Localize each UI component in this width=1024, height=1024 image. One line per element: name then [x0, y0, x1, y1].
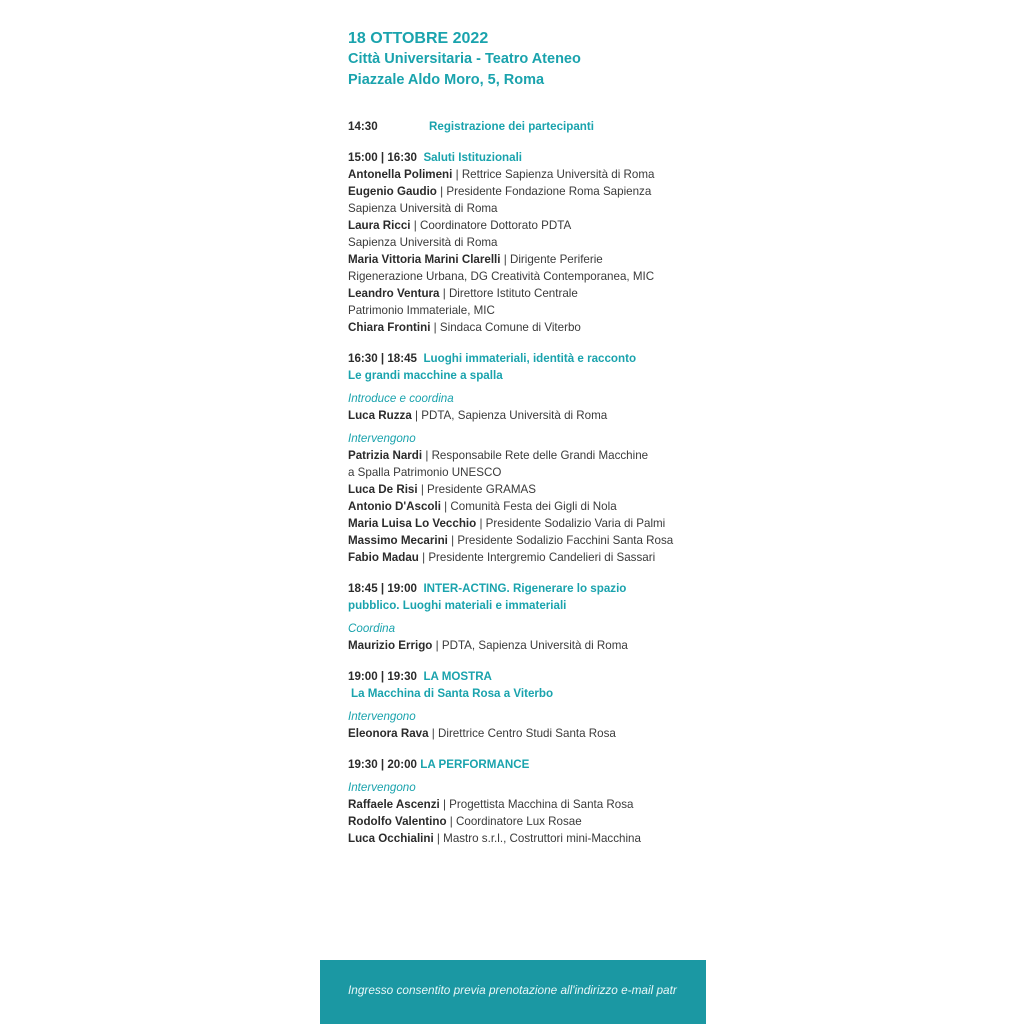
speaker-list — [348, 166, 688, 336]
session-subtitle: Le grandi macchine a spalla — [348, 369, 503, 382]
speaker-role: | Rettrice Sapienza Università di Roma — [452, 168, 655, 181]
session-heading — [348, 756, 688, 773]
session-time: 19:00 | 19:30 — [348, 670, 417, 683]
speaker-name: Rodolfo Valentino — [348, 815, 447, 828]
speaker-role: | Presidente Sodalizio Facchini Santa Rosa — [447, 534, 674, 547]
session-time: 14:30 — [348, 120, 378, 133]
role-label-intro: Introduce e coordina — [348, 392, 454, 405]
speaker-name: Eleonora Rava — [348, 727, 429, 740]
speaker-row — [348, 251, 688, 268]
speaker-role-cont: Rigenerazione Urbana, DG Creatività Contemporanea, MIC — [348, 270, 655, 283]
speaker-row — [348, 447, 688, 464]
speaker-list — [348, 447, 688, 566]
speaker-list — [348, 796, 688, 847]
speaker-row — [348, 319, 688, 336]
speaker-row — [348, 183, 688, 200]
session-time: 16:30 | 18:45 — [348, 352, 417, 365]
speaker-role: | Presidente Intergremio Candelieri di Sassari — [418, 551, 656, 564]
speaker-row — [348, 498, 688, 515]
speaker-row — [348, 166, 688, 183]
session-title: LA PERFORMANCE — [420, 758, 530, 771]
session-title: LA MOSTRA — [423, 670, 492, 683]
session-time: 15:00 | 16:30 — [348, 151, 417, 164]
speaker-row — [348, 830, 688, 847]
role-label-speakers: Intervengono — [348, 432, 416, 445]
speaker-row — [348, 549, 688, 566]
speaker-name: Raffaele Ascenzi — [348, 798, 440, 811]
speaker-role: | Mastro s.r.l., Costruttori mini-Macchina — [433, 832, 641, 845]
speaker-row — [348, 532, 688, 549]
speaker-row — [348, 217, 688, 234]
speaker-name: Laura Ricci — [348, 219, 411, 232]
speaker-name: Luca Occhialini — [348, 832, 434, 845]
speaker-role-cont: Sapienza Università di Roma — [348, 236, 498, 249]
speaker-name: Maria Vittoria Marini Clarelli — [348, 253, 501, 266]
speaker-role-cont: Patrimonio Immateriale, MIC — [348, 304, 495, 317]
speaker-role: | Coordinatore Lux Rosae — [446, 815, 582, 828]
speaker-row — [348, 481, 688, 498]
speaker-row — [348, 515, 688, 532]
speaker-role: | Comunità Festa dei Gigli di Nola — [440, 500, 617, 513]
session-heading — [348, 668, 688, 685]
event-date: 18 OTTOBRE 2022 — [348, 30, 489, 47]
program-block-saluti — [348, 149, 688, 336]
program — [348, 118, 688, 861]
event-header — [348, 28, 581, 91]
footer-text: Ingresso consentito previa prenotazione all'indirizzo e-mail patr — [348, 983, 677, 997]
program-block-registration — [348, 118, 688, 135]
role-label: Coordina — [348, 622, 396, 635]
role-label: Intervengono — [348, 710, 416, 723]
speaker-name: Luca De Risi — [348, 483, 418, 496]
speaker-role: | Presidente Sodalizio Varia di Palmi — [476, 517, 666, 530]
speaker-name: Patrizia Nardi — [348, 449, 423, 462]
speaker-role: | Dirigente Periferie — [500, 253, 603, 266]
session-time: 18:45 | 19:00 — [348, 582, 417, 595]
session-heading — [348, 118, 688, 135]
program-block-luoghi-immateriali — [348, 350, 688, 566]
speaker-row — [348, 796, 688, 813]
speaker-name: Antonella Polimeni — [348, 168, 453, 181]
session-subtitle: La Macchina di Santa Rosa a Viterbo — [351, 687, 554, 700]
speaker-role: | Sindaca Comune di Viterbo — [430, 321, 581, 334]
speaker-name: Massimo Mecarini — [348, 534, 448, 547]
speaker-name: Luca Ruzza — [348, 409, 412, 422]
program-block-inter-acting — [348, 580, 688, 654]
speaker-role: | Responsabile Rete delle Grandi Macchine — [422, 449, 649, 462]
event-venue: Città Universitaria - Teatro Ateneo — [348, 51, 581, 67]
session-title: Luoghi immateriali, identità e racconto — [423, 352, 637, 365]
speaker-name: Fabio Madau — [348, 551, 419, 564]
speaker-name: Maurizio Errigo — [348, 639, 433, 652]
session-subtitle: pubblico. Luoghi materiali e immateriali — [348, 599, 567, 612]
speaker-row — [348, 725, 688, 742]
session-heading — [348, 580, 688, 597]
session-title: INTER-ACTING. Rigenerare lo spazio — [423, 582, 627, 595]
footer-banner — [320, 960, 706, 1024]
speaker-role: | Progettista Macchina di Santa Rosa — [439, 798, 634, 811]
speaker-name: Eugenio Gaudio — [348, 185, 437, 198]
speaker-name: Antonio D'Ascoli — [348, 500, 441, 513]
speaker-role: | PDTA, Sapienza Università di Roma — [411, 409, 608, 422]
speaker-row — [348, 813, 688, 830]
speaker-role: | Direttore Istituto Centrale — [439, 287, 578, 300]
speaker-name: Leandro Ventura — [348, 287, 440, 300]
speaker-role: | Coordinatore Dottorato PDTA — [410, 219, 572, 232]
speaker-row — [348, 285, 688, 302]
speaker-row — [348, 407, 688, 424]
session-time: 19:30 | 20:00 — [348, 758, 417, 771]
session-heading — [348, 350, 688, 367]
speaker-role: | Presidente Fondazione Roma Sapienza — [436, 185, 652, 198]
speaker-role-cont: Sapienza Università di Roma — [348, 202, 498, 215]
speaker-row — [348, 637, 688, 654]
speaker-role: | Presidente GRAMAS — [417, 483, 536, 496]
session-title: Registrazione dei partecipanti — [429, 120, 594, 133]
session-heading — [348, 149, 688, 166]
program-block-mostra — [348, 668, 688, 742]
speaker-name: Chiara Frontini — [348, 321, 431, 334]
speaker-role: | PDTA, Sapienza Università di Roma — [432, 639, 628, 652]
speaker-role-cont: a Spalla Patrimonio UNESCO — [348, 466, 502, 479]
speaker-name: Maria Luisa Lo Vecchio — [348, 517, 477, 530]
role-label: Intervengono — [348, 781, 416, 794]
speaker-role: | Direttrice Centro Studi Santa Rosa — [428, 727, 616, 740]
session-title: Saluti Istituzionali — [423, 151, 523, 164]
event-address: Piazzale Aldo Moro, 5, Roma — [348, 72, 545, 88]
program-block-performance — [348, 756, 688, 847]
